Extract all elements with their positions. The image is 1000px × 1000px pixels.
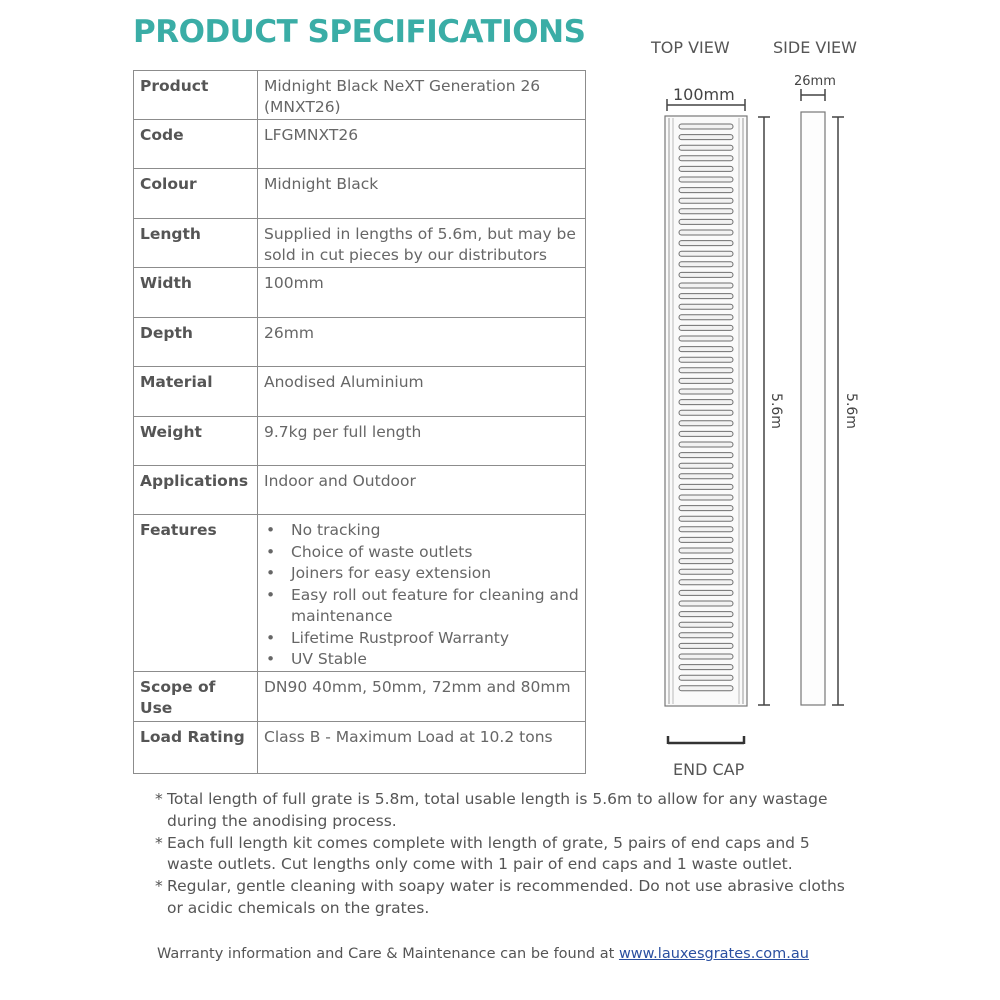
spec-row — [134, 219, 586, 268]
spec-value: 9.7kg per full length — [258, 417, 586, 466]
grate-slot — [679, 368, 733, 373]
grate-slot — [679, 537, 733, 542]
spec-row — [134, 71, 586, 120]
grate-slot — [679, 495, 733, 500]
grate-slot — [679, 590, 733, 595]
grate-slot — [679, 559, 733, 564]
spec-label: Material — [134, 367, 258, 417]
top-view-grate — [665, 116, 747, 706]
footnote-marker: * — [155, 833, 163, 852]
grate-slot — [679, 166, 733, 171]
footnote — [155, 833, 855, 877]
grate-slot — [679, 389, 733, 394]
spec-label: Product — [134, 71, 258, 120]
grate-slot — [679, 442, 733, 447]
grate-slot — [679, 643, 733, 648]
spec-value: Midnight Black NeXT Generation 26 (MNXT26) — [258, 71, 586, 120]
grate-slot — [679, 124, 733, 129]
spec-value: 26mm — [258, 318, 586, 367]
spec-row — [134, 120, 586, 169]
grate-slot — [679, 135, 733, 140]
feature-item: • UV Stable — [264, 649, 579, 671]
footnote-marker: * — [155, 877, 163, 896]
side-depth-label: 26mm — [794, 74, 836, 89]
grate-slot — [679, 177, 733, 182]
side-depth-dimension — [801, 89, 825, 101]
grate-slot — [679, 665, 733, 670]
spec-value: Class B - Maximum Load at 10.2 tons — [258, 721, 586, 773]
spec-value: Indoor and Outdoor — [258, 466, 586, 515]
spec-label: Applications — [134, 466, 258, 515]
grate-slot — [679, 304, 733, 309]
grate-slot — [679, 188, 733, 193]
grate-slot — [679, 654, 733, 659]
grate-slot — [679, 506, 733, 511]
feature-item: • Easy roll out feature for cleaning and maintenance — [264, 585, 579, 628]
spec-label: Colour — [134, 169, 258, 219]
spec-label: Length — [134, 219, 258, 268]
spec-label: Load Rating — [134, 721, 258, 773]
grate-slot — [679, 347, 733, 352]
website-link[interactable]: www.lauxesgrates.com.au — [618, 946, 809, 962]
footnote-marker: * — [155, 790, 163, 808]
spec-value: 100mm — [258, 268, 586, 318]
spec-label: Scope of Use — [134, 671, 258, 721]
grate-slot — [679, 262, 733, 267]
top-length-label: 5.6m — [767, 393, 784, 429]
footnote — [155, 876, 855, 920]
grate-slot — [679, 675, 733, 680]
grate-slot — [679, 612, 733, 617]
grate-slot — [679, 336, 733, 341]
grate-slot — [679, 516, 733, 521]
grate-slot — [679, 230, 733, 235]
spec-value: Midnight Black — [258, 169, 586, 219]
grate-slot — [679, 527, 733, 532]
spec-label: Weight — [134, 417, 258, 466]
spec-label: Depth — [134, 318, 258, 367]
features-list-cell — [258, 515, 586, 672]
spec-label: Code — [134, 120, 258, 169]
grate-slot — [679, 283, 733, 288]
grate-slot — [679, 357, 733, 362]
side-length-label: 5.6m — [842, 393, 859, 429]
spec-row-features — [134, 515, 586, 672]
footnote-text: Total length of full grate is 5.8m, total usable length is 5.6m to allow for any wastage during the anodising process. — [167, 790, 828, 830]
grate-slot — [679, 548, 733, 553]
spec-row — [134, 671, 586, 721]
feature-item: • No tracking — [264, 520, 579, 542]
grate-slot — [679, 272, 733, 277]
feature-item: • Choice of waste outlets — [264, 542, 579, 564]
grate-slot — [679, 410, 733, 415]
page-title: PRODUCT SPECIFICATIONS — [133, 14, 586, 50]
grate-slot — [679, 400, 733, 405]
grate-slot — [679, 421, 733, 426]
spec-value: Supplied in lengths of 5.6m, but may be sold in cut pieces by our distributors — [258, 219, 586, 268]
grate-slot — [679, 209, 733, 214]
spec-row — [134, 721, 586, 773]
grate-slot — [679, 315, 733, 320]
grate-slot — [679, 601, 733, 606]
spec-row — [134, 367, 586, 417]
side-view-label: SIDE VIEW — [773, 38, 857, 57]
spec-value: DN90 40mm, 50mm, 72mm and 80mm — [258, 671, 586, 721]
spec-row — [134, 318, 586, 367]
grate-slot — [679, 484, 733, 489]
side-view-profile — [801, 112, 825, 705]
grate-slot — [679, 219, 733, 224]
spec-label: Features — [134, 515, 258, 672]
spec-row — [134, 268, 586, 318]
spec-value: Anodised Aluminium — [258, 367, 586, 417]
grate-slot — [679, 686, 733, 691]
footnote-text: Regular, gentle cleaning with soapy water is recommended. Do not use abrasive cloths or acidic chemicals on the grates. — [167, 877, 845, 917]
footer-text: Warranty information and Care & Maintenance can be found at — [157, 946, 619, 962]
spec-table — [133, 70, 586, 774]
grate-slot — [679, 569, 733, 574]
grate-slot — [679, 145, 733, 150]
grate-slot — [679, 294, 733, 299]
footnotes — [155, 789, 855, 920]
grate-slot — [679, 378, 733, 383]
footnote-text: Each full length kit comes complete with length of grate, 5 pairs of end caps and 5 waste outlets. Cut lengths only come with 1 pair of end caps and 1 waste outlet. — [167, 833, 810, 874]
feature-item: • Joiners for easy extension — [264, 563, 579, 585]
grate-slot — [679, 633, 733, 638]
grate-slot — [679, 474, 733, 479]
grate-slot — [679, 198, 733, 203]
spec-value: LFGMNXT26 — [258, 120, 586, 169]
footnote — [155, 789, 855, 833]
feature-item: • Lifetime Rustproof Warranty — [264, 628, 579, 650]
top-width-label: 100mm — [673, 85, 735, 104]
features-list — [264, 520, 579, 671]
spec-row — [134, 417, 586, 466]
end-cap-shape — [668, 736, 744, 744]
grate-slot — [679, 156, 733, 161]
grate-slot — [679, 241, 733, 246]
footer — [157, 946, 809, 962]
grate-slot — [679, 251, 733, 256]
grate-slots — [679, 124, 733, 691]
spec-row — [134, 169, 586, 219]
grate-slot — [679, 453, 733, 458]
grate-slot — [679, 431, 733, 436]
grate-slot — [679, 325, 733, 330]
grate-slot — [679, 622, 733, 627]
grate-slot — [679, 463, 733, 468]
top-view-label: TOP VIEW — [651, 38, 730, 57]
end-cap-label: END CAP — [673, 760, 745, 779]
spec-row — [134, 466, 586, 515]
spec-label: Width — [134, 268, 258, 318]
grate-slot — [679, 580, 733, 585]
